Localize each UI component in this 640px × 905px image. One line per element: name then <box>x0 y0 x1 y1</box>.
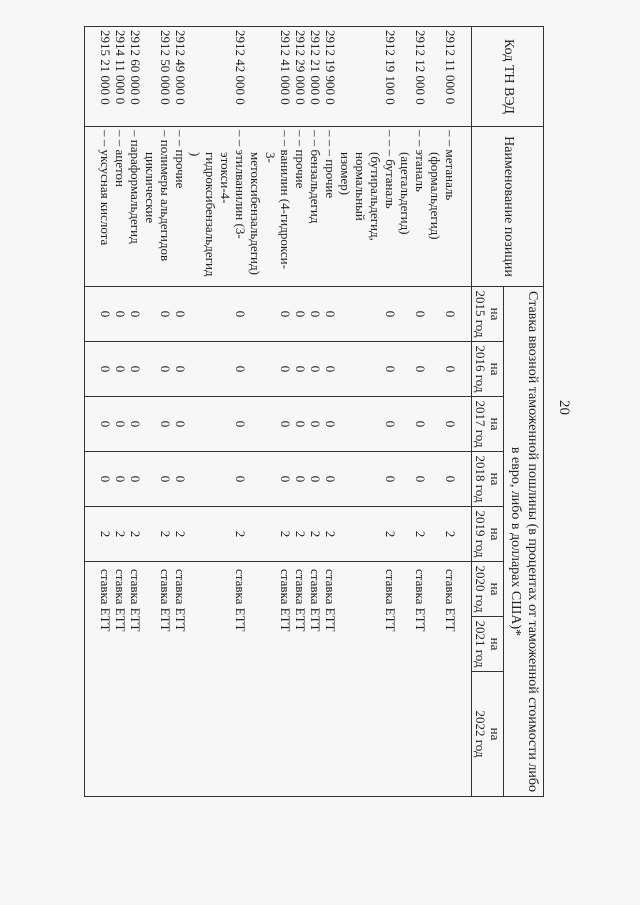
row-rate-value: 2 <box>233 530 248 538</box>
row-name-line: – – – бутаналь <box>383 130 398 209</box>
row-rate-value: ставка ЕТТ <box>158 569 173 632</box>
row-rate-value: 0 <box>173 365 188 373</box>
row-name-line: этокси-4- <box>218 152 233 204</box>
row-rate-value: 0 <box>173 475 188 483</box>
row-rate-spacer <box>398 400 413 448</box>
row-rate-value: 0 <box>413 420 428 428</box>
row-code-spacer <box>143 30 158 123</box>
row-rate-value: 0 <box>443 475 458 483</box>
row-rate-spacer <box>398 510 413 558</box>
row-rate-value: 0 <box>128 365 143 373</box>
row-rate-value: 0 <box>293 310 308 318</box>
header-year-prefix: на <box>488 472 504 486</box>
row-code-spacer <box>398 30 413 123</box>
row-name-line: – параформальдегид <box>128 130 143 244</box>
row-rate-spacer <box>188 400 203 448</box>
row-rate-value: 0 <box>98 475 113 483</box>
header-year-0 <box>472 287 504 342</box>
row-rate-spacer <box>203 510 218 558</box>
row-code: 2915 21 000 0 <box>98 30 113 105</box>
row-rate-spacer <box>353 455 368 503</box>
row-rate-spacer <box>368 565 383 793</box>
row-rate-spacer <box>368 455 383 503</box>
row-rate-spacer <box>353 290 368 338</box>
rate-column-2018 <box>85 452 472 507</box>
row-code-spacer <box>353 30 368 123</box>
row-code: 2912 49 000 0 <box>173 30 188 105</box>
row-rate-value: ставка ЕТТ <box>113 569 128 632</box>
row-rate-spacer <box>248 290 263 338</box>
row-rate-value: 0 <box>323 365 338 373</box>
row-rate-spacer <box>218 345 233 393</box>
row-rate-value: ставка ЕТТ <box>173 569 188 632</box>
row-rate-value: 0 <box>98 365 113 373</box>
row-rate-value: 0 <box>278 475 293 483</box>
row-rate-spacer <box>263 510 278 558</box>
header-year-prefix: на <box>488 527 504 541</box>
header-year-prefix: на <box>488 582 504 596</box>
header-year-prefix: на <box>488 637 504 651</box>
row-rate-value: 0 <box>278 310 293 318</box>
row-name-line: – – этилванилин (3- <box>233 130 248 239</box>
row-rate-value: 2 <box>308 530 323 538</box>
row-rate-spacer <box>263 565 278 793</box>
row-rate-value: 0 <box>323 420 338 428</box>
row-code: 2912 12 000 0 <box>413 30 428 105</box>
row-rate-value: 2 <box>113 530 128 538</box>
row-rate-spacer <box>338 510 353 558</box>
row-name-line: циклические <box>143 152 158 224</box>
row-rate-spacer <box>143 290 158 338</box>
row-rate-value: 0 <box>98 310 113 318</box>
header-year-label: 2018 год <box>473 455 489 503</box>
header-year-2 <box>472 397 504 452</box>
row-rate-spacer <box>263 455 278 503</box>
row-name-line: (ацетальдегид) <box>398 152 413 235</box>
row-rate-spacer <box>188 510 203 558</box>
row-rate-spacer <box>218 400 233 448</box>
header-year-label: 2016 год <box>473 345 489 393</box>
row-name-line: изомер) <box>338 152 353 196</box>
row-rate-value: ставка ЕТТ <box>98 569 113 632</box>
codes-column <box>85 27 472 127</box>
row-code-spacer <box>218 30 233 123</box>
row-name-line: 3- <box>263 152 278 163</box>
row-rate-spacer <box>188 345 203 393</box>
row-name-line: – – метаналь <box>443 130 458 201</box>
row-rate-value: 0 <box>383 365 398 373</box>
row-rate-value: 0 <box>233 365 248 373</box>
row-name-line: – полимеры альдегидов <box>158 130 173 262</box>
row-rate-spacer <box>398 345 413 393</box>
row-rate-spacer <box>353 565 368 793</box>
rate-column-2019 <box>85 507 472 562</box>
header-year-4 <box>472 507 504 562</box>
row-rate-spacer <box>143 345 158 393</box>
row-rate-spacer <box>188 565 203 793</box>
row-rate-value: ставка ЕТТ <box>278 569 293 632</box>
row-rate-value: 0 <box>413 310 428 318</box>
header-year-label: 2022 год <box>473 710 489 758</box>
row-rate-spacer <box>338 345 353 393</box>
rate-column-2016 <box>85 342 472 397</box>
row-rate-value: 0 <box>323 475 338 483</box>
row-rate-spacer <box>338 455 353 503</box>
row-code-spacer <box>263 30 278 123</box>
row-rate-value: ставка ЕТТ <box>323 569 338 632</box>
header-code: Код ТН ВЭД <box>472 27 544 127</box>
row-rate-spacer <box>203 345 218 393</box>
row-rate-spacer <box>248 510 263 558</box>
row-rate-spacer <box>398 565 413 793</box>
row-name-line: – – этаналь <box>413 130 428 192</box>
row-rate-spacer <box>203 400 218 448</box>
row-name-line: гидроксибензальдегид <box>203 152 218 277</box>
row-rate-spacer <box>188 290 203 338</box>
row-rate-value: 0 <box>233 475 248 483</box>
row-rate-value: 0 <box>308 310 323 318</box>
row-rate-value: 0 <box>128 475 143 483</box>
row-rate-spacer <box>428 345 443 393</box>
header-year-label: 2019 год <box>473 510 489 558</box>
row-rate-value: ставка ЕТТ <box>308 569 323 632</box>
row-rate-value: 0 <box>278 365 293 373</box>
row-rate-value: 0 <box>383 475 398 483</box>
row-rate-spacer <box>248 400 263 448</box>
row-rate-spacer <box>248 565 263 793</box>
rotated-content <box>84 26 576 796</box>
row-rate-value: 0 <box>128 310 143 318</box>
row-code: 2912 29 000 0 <box>293 30 308 105</box>
row-rate-value: 0 <box>113 310 128 318</box>
row-rate-spacer <box>398 290 413 338</box>
row-rate-spacer <box>263 345 278 393</box>
row-rate-value: 0 <box>173 310 188 318</box>
row-rate-value: 2 <box>323 530 338 538</box>
row-rate-spacer <box>353 345 368 393</box>
names-column <box>85 127 472 287</box>
row-rate-spacer <box>143 565 158 793</box>
row-rate-spacer <box>203 455 218 503</box>
row-rate-value: ставка ЕТТ <box>233 569 248 632</box>
header-year-prefix: на <box>488 362 504 376</box>
row-code: 2912 19 100 0 <box>383 30 398 105</box>
row-rate-spacer <box>248 345 263 393</box>
row-name-line: (формальдегид) <box>428 152 443 240</box>
rate-column-2017 <box>85 397 472 452</box>
row-name-line: нормальный <box>353 152 368 221</box>
row-rate-value: 0 <box>293 365 308 373</box>
row-rate-spacer <box>143 455 158 503</box>
row-rate-spacer <box>428 510 443 558</box>
customs-duty-table <box>84 26 544 797</box>
row-name-line: (бутиральдегид, <box>368 152 383 241</box>
row-rate-spacer <box>368 400 383 448</box>
row-rate-spacer <box>368 510 383 558</box>
row-rate-spacer <box>188 455 203 503</box>
row-rate-value: 0 <box>413 365 428 373</box>
row-rate-value: 0 <box>233 310 248 318</box>
row-rate-value: 2 <box>293 530 308 538</box>
row-rate-spacer <box>353 400 368 448</box>
row-rate-value: ставка ЕТТ <box>293 569 308 632</box>
row-rate-value: 0 <box>308 475 323 483</box>
row-rate-value: 0 <box>383 420 398 428</box>
row-rate-spacer <box>218 455 233 503</box>
header-year-label: 2017 год <box>473 400 489 448</box>
row-rate-value: ставка ЕТТ <box>443 569 458 632</box>
row-rate-value: 0 <box>233 420 248 428</box>
row-rate-spacer <box>203 565 218 793</box>
row-code: 2914 11 000 0 <box>113 30 128 105</box>
row-rate-value: 0 <box>323 310 338 318</box>
row-code: 2912 19 900 0 <box>323 30 338 105</box>
row-rate-value: 0 <box>128 420 143 428</box>
row-rate-value: 0 <box>158 420 173 428</box>
row-rate-spacer <box>218 565 233 793</box>
row-name-line: – – бензальдегид <box>308 130 323 224</box>
row-rate-value: 0 <box>113 420 128 428</box>
row-rate-value: 0 <box>158 475 173 483</box>
row-rate-value: 2 <box>443 530 458 538</box>
header-name: Наименование позиции <box>472 127 544 287</box>
row-code: 2912 11 000 0 <box>443 30 458 105</box>
row-rate-value: 0 <box>293 420 308 428</box>
row-rate-spacer <box>353 510 368 558</box>
row-code: 2912 42 000 0 <box>233 30 248 105</box>
row-rate-spacer <box>428 290 443 338</box>
row-rate-spacer <box>218 510 233 558</box>
row-rate-value: 0 <box>308 420 323 428</box>
row-code: 2912 50 000 0 <box>158 30 173 105</box>
row-rate-spacer <box>143 400 158 448</box>
row-rate-value: 2 <box>413 530 428 538</box>
row-rate-value: 0 <box>383 310 398 318</box>
row-rate-value: 0 <box>173 420 188 428</box>
row-rate-spacer <box>338 290 353 338</box>
row-name-line: – – прочие <box>293 130 308 189</box>
row-rate-spacer <box>368 290 383 338</box>
row-rate-spacer <box>368 345 383 393</box>
row-name-line: – – – прочие <box>323 130 338 199</box>
row-rate-spacer <box>428 565 443 793</box>
header-year-7 <box>472 672 504 797</box>
row-code-spacer <box>428 30 443 123</box>
header-year-label: 2020 год <box>473 565 489 613</box>
row-code: 2912 60 000 0 <box>128 30 143 105</box>
row-rate-value: 2 <box>128 530 143 538</box>
header-year-prefix: на <box>488 417 504 431</box>
row-rate-spacer <box>428 455 443 503</box>
row-code-spacer <box>188 30 203 123</box>
row-name-line: ) <box>188 152 203 157</box>
row-name-line: – – прочие <box>173 130 188 189</box>
header-year-3 <box>472 452 504 507</box>
header-year-1 <box>472 342 504 397</box>
row-rate-spacer <box>203 290 218 338</box>
row-rate-spacer <box>263 400 278 448</box>
row-rate-value: ставка ЕТТ <box>413 569 428 632</box>
row-rate-value: ставка ЕТТ <box>383 569 398 632</box>
row-rate-spacer <box>263 290 278 338</box>
row-code-spacer <box>203 30 218 123</box>
row-rate-value: 0 <box>278 420 293 428</box>
header-year-5 <box>472 562 504 617</box>
row-rate-spacer <box>338 400 353 448</box>
row-rate-spacer <box>248 455 263 503</box>
header-year-label: 2021 год <box>473 620 489 668</box>
row-rate-value: 2 <box>383 530 398 538</box>
row-rate-value: 0 <box>443 310 458 318</box>
row-rate-spacer <box>428 400 443 448</box>
row-code: 2912 21 000 0 <box>308 30 323 105</box>
rate-column-2015 <box>85 287 472 342</box>
row-rate-value: 0 <box>443 420 458 428</box>
row-rate-value: 0 <box>113 365 128 373</box>
header-year-prefix: на <box>488 307 504 321</box>
header-rate-title: Ставка ввозной таможенной пошлины (в процентах от таможенной стоимости либо в евро, либо в долларах США)* <box>504 287 544 797</box>
row-rate-value: 2 <box>278 530 293 538</box>
row-rate-value: 0 <box>113 475 128 483</box>
row-rate-value: ставка ЕТТ <box>128 569 143 632</box>
row-rate-value: 0 <box>308 365 323 373</box>
row-rate-spacer <box>218 290 233 338</box>
row-rate-value: 0 <box>443 365 458 373</box>
row-rate-spacer <box>398 455 413 503</box>
row-code-spacer <box>368 30 383 123</box>
row-code: 2912 41 000 0 <box>278 30 293 105</box>
row-name-line: – – ацетон <box>113 130 128 187</box>
row-rate-spacer <box>143 510 158 558</box>
row-code-spacer <box>338 30 353 123</box>
row-name-line: метоксибензальдегид) <box>248 152 263 275</box>
header-year-prefix: на <box>488 727 504 741</box>
row-rate-spacer <box>338 565 353 793</box>
row-name-line: – – уксусная кислота <box>98 130 113 246</box>
page-number: 20 <box>556 400 572 415</box>
row-rate-value: 2 <box>98 530 113 538</box>
row-rate-value: 2 <box>158 530 173 538</box>
row-rate-value: 2 <box>173 530 188 538</box>
row-rate-value: 0 <box>293 475 308 483</box>
row-rate-value: 0 <box>158 365 173 373</box>
row-rate-value: 0 <box>413 475 428 483</box>
row-code-spacer <box>248 30 263 123</box>
row-rate-value: 0 <box>158 310 173 318</box>
row-rate-value: 0 <box>98 420 113 428</box>
rate-column-2020-2022 <box>85 562 472 797</box>
header-year-label: 2015 год <box>473 290 489 338</box>
header-year-6 <box>472 617 504 672</box>
row-name-line: – – ванилин (4-гидрокси- <box>278 130 293 269</box>
